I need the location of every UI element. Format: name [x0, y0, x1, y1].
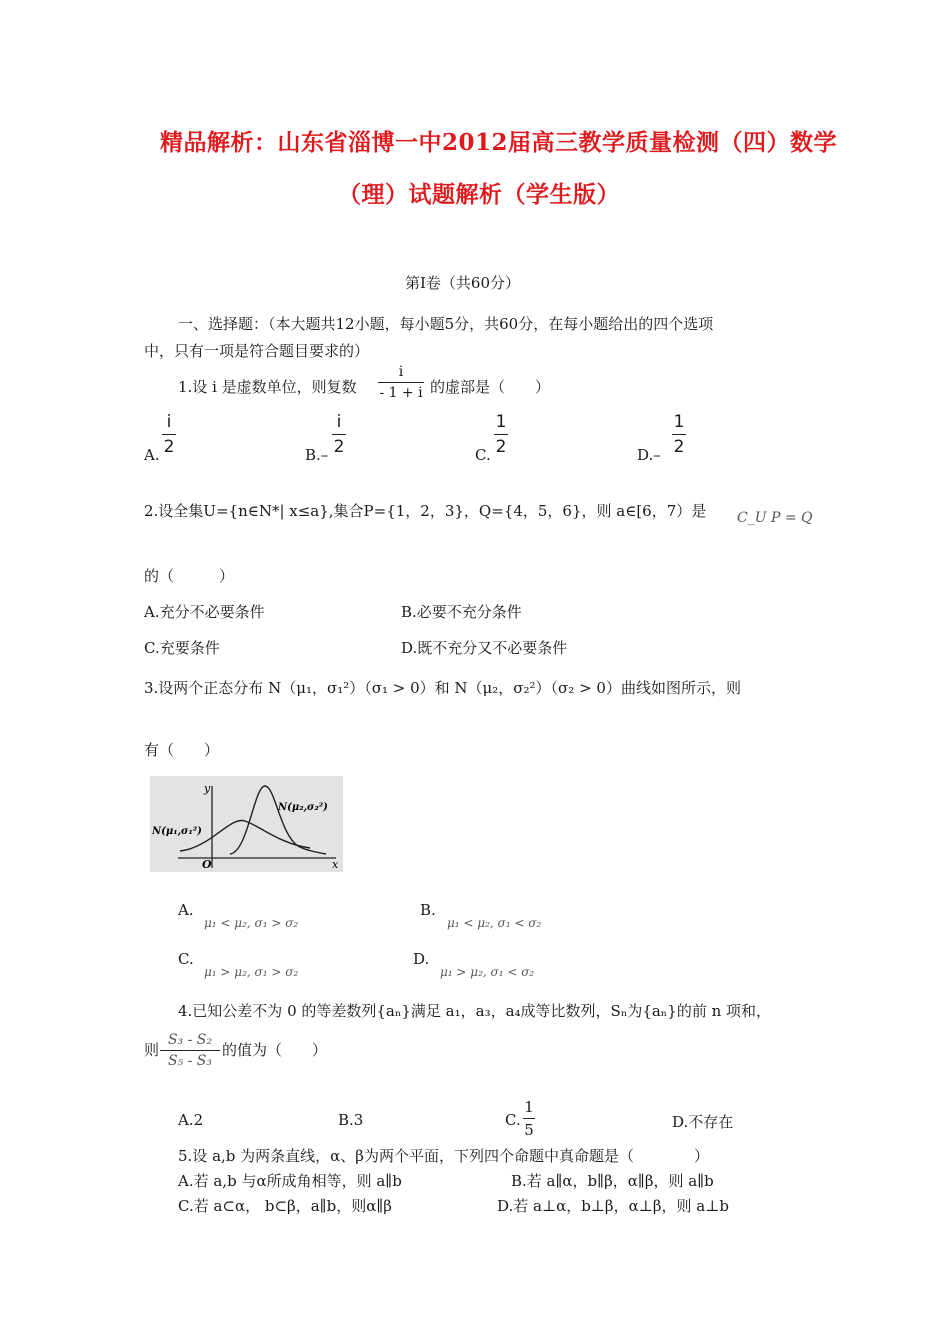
option-label: C. [505, 1111, 521, 1129]
y-axis-label: y [204, 782, 211, 795]
q2-option-c: C.充要条件 [144, 639, 220, 657]
fraction-bar [672, 434, 686, 435]
q3-option-d-expr: μ₁ > μ₂, σ₁ < σ₂ [440, 965, 535, 979]
document-title-line1: 精品解析：山东省淄博一中2012届高三教学质量检测（四）数学 [160, 129, 838, 156]
fraction-bar [160, 1050, 220, 1051]
option-numerator: 1 [495, 412, 507, 432]
option-denominator: 2 [333, 437, 345, 457]
option-label: B.– [305, 446, 329, 464]
fraction-bar [332, 434, 346, 435]
q2-formula: C_U P = Q [737, 510, 813, 526]
x-axis-label: x [332, 858, 339, 871]
option-label: D.– [637, 446, 661, 464]
q4-option-d: D.不存在 [672, 1113, 734, 1131]
normal-curves-graph [150, 776, 343, 872]
q4-frac-denominator: S₅ - S₃ [167, 1053, 213, 1069]
q3-option-b-expr: μ₁ < μ₂, σ₁ < σ₂ [447, 916, 542, 930]
part1-instructions-line1: 一、选择题：（本大题共12小题，每小题5分，共60分，在每小题给出的四个选项 [178, 315, 714, 333]
q3-option-d-label: D. [413, 950, 430, 968]
section-heading: 第Ⅰ卷（共60分） [405, 274, 521, 292]
option-numerator: 1 [524, 1098, 534, 1116]
q1-fraction [378, 364, 424, 401]
curve-1-label: N(μ₁,σ₁²) [152, 826, 202, 837]
fraction-bar [523, 1118, 535, 1119]
normal-distribution-figure [150, 776, 343, 872]
fraction-bar [494, 434, 508, 435]
q4-stem2-before: 则 [144, 1041, 160, 1059]
q4-option-a: A.2 [178, 1111, 204, 1129]
q1-stem-after: 的虚部是（ ） [430, 378, 551, 396]
q2-option-b: B.必要不充分条件 [401, 603, 522, 621]
fraction-bar [162, 434, 176, 435]
q2-stem: 2.设全集U={n∈N*| x≤a},集合P={1，2，3}，Q={4，5，6}，则 a∈[6，7）是 [144, 502, 707, 520]
q1-frac-numerator: i [398, 364, 404, 380]
q3-option-b-label: B. [420, 901, 436, 919]
option-numerator: i [336, 412, 342, 432]
q4-frac-numerator: S₃ - S₂ [167, 1032, 213, 1048]
option-denominator: 2 [495, 437, 507, 457]
q5-option-c: C.若 a⊂α， b⊂β，a∥b，则α∥β [178, 1197, 392, 1215]
q5-option-d: D.若 a⊥α，b⊥β，α⊥β，则 a⊥b [497, 1197, 729, 1215]
option-denominator: 2 [673, 437, 685, 457]
part1-instructions-line2: 中，只有一项是符合题目要求的） [144, 342, 370, 360]
q4-fraction [160, 1032, 220, 1069]
document-title-line2: （理）试题解析（学生版） [338, 181, 620, 208]
q4-option-b: B.3 [338, 1111, 364, 1129]
q5-option-a: A.若 a,b 与α所成角相等，则 a∥b [178, 1172, 402, 1190]
q4-stem: 4.已知公差不为 0 的等差数列{aₙ}满足 a₁，a₃，a₄成等比数列，Sₙ为{aₙ}的前 n 项和， [178, 1002, 772, 1020]
q4-stem2-after: 的值为（ ） [222, 1041, 328, 1059]
q3-stem-continued: 有（ ） [144, 741, 220, 759]
q1-stem-before: 1.设 i 是虚数单位，则复数 [178, 378, 357, 396]
fraction-bar [378, 382, 424, 383]
curve-2-label: N(μ₂,σ₂²) [278, 802, 328, 813]
q5-option-b: B.若 a∥α，b∥β，α∥β，则 a∥b [511, 1172, 714, 1190]
q1-frac-denominator: - 1 + i [379, 385, 423, 401]
option-denominator: 5 [524, 1121, 534, 1139]
curve-2 [230, 786, 326, 854]
option-numerator: 1 [673, 412, 685, 432]
option-numerator: i [166, 412, 172, 432]
q2-stem-continued: 的（ ） [144, 567, 235, 585]
option-label: C. [475, 446, 491, 464]
q3-option-a-label: A. [178, 901, 194, 919]
option-denominator: 2 [163, 437, 175, 457]
q2-option-d: D.既不充分又不必要条件 [401, 639, 568, 657]
q2-option-a: A.充分不必要条件 [144, 603, 265, 621]
q3-option-a-expr: μ₁ < μ₂, σ₁ > σ₂ [204, 916, 299, 930]
q5-stem: 5.设 a,b 为两条直线，α、β为两个平面，下列四个命题中真命题是（ ） [178, 1147, 709, 1165]
q3-stem: 3.设两个正态分布 N（μ₁，σ₁²）（σ₁ > 0）和 N（μ₂，σ₂²）（σ₂ > 0）曲线如图所示，则 [144, 679, 741, 697]
q3-option-c-expr: μ₁ > μ₂, σ₁ > σ₂ [204, 965, 299, 979]
q3-option-c-label: C. [178, 950, 194, 968]
origin-label: O [202, 858, 212, 871]
option-label: A. [144, 446, 160, 464]
